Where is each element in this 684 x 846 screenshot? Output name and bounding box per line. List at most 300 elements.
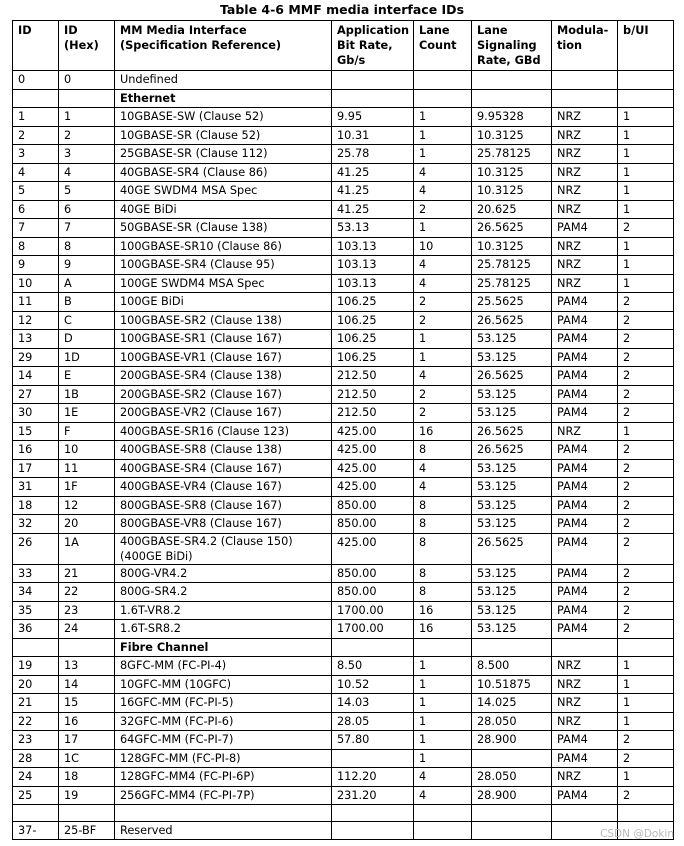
- table-cell: 1: [414, 749, 472, 768]
- table-cell: [552, 71, 618, 90]
- table-cell: PAM4: [552, 620, 618, 639]
- table-row: [13, 749, 674, 768]
- table-row: [13, 564, 674, 583]
- table-cell: 1700.00: [332, 601, 414, 620]
- table-cell: 14: [59, 675, 115, 694]
- table-row: [13, 145, 674, 164]
- table-cell: 2: [618, 731, 674, 750]
- table-cell: [115, 533, 332, 564]
- table-cell: 106.25: [332, 311, 414, 330]
- table-cell: 200GBASE-VR2 (Clause 167): [115, 404, 332, 423]
- table-cell: 1: [414, 348, 472, 367]
- table-cell: 1: [414, 657, 472, 676]
- table-cell: [472, 749, 552, 768]
- table-cell: 400GBASE-SR16 (Clause 123): [115, 422, 332, 441]
- table-cell: 1: [414, 694, 472, 713]
- table-cell: 9: [59, 256, 115, 275]
- table-row: [13, 657, 674, 676]
- table-cell: 53.13: [332, 219, 414, 238]
- table-cell: PAM4: [552, 496, 618, 515]
- table-cell: 2: [618, 583, 674, 602]
- table-cell: 100GE BiDi: [115, 293, 332, 312]
- table-cell: B: [59, 293, 115, 312]
- table-cell: 2: [618, 749, 674, 768]
- table-cell: 33: [13, 564, 59, 583]
- table-cell: NRZ: [552, 694, 618, 713]
- section-label: Fibre Channel: [115, 638, 332, 657]
- table-cell: [332, 71, 414, 90]
- section-row: [13, 89, 674, 108]
- table-cell: 400GBASE-VR4 (Clause 167): [115, 478, 332, 497]
- table-cell: 128GFC-MM4 (FC-PI-6P): [115, 768, 332, 787]
- table-cell: 36: [13, 620, 59, 639]
- table-cell: 1A: [59, 533, 115, 564]
- table-cell: [618, 71, 674, 90]
- table-cell: 2: [618, 404, 674, 423]
- table-row: [13, 126, 674, 145]
- table-cell: 13: [13, 330, 59, 349]
- table-cell: 10: [59, 441, 115, 460]
- table-cell: 2: [618, 367, 674, 386]
- table-cell: 128GFC-MM (FC-PI-8): [115, 749, 332, 768]
- table-cell: 16: [59, 712, 115, 731]
- column-header-signaling-rate: [472, 21, 552, 71]
- table-cell: 4: [414, 768, 472, 787]
- table-cell: [618, 89, 674, 108]
- table-row: [13, 422, 674, 441]
- table-cell: [618, 638, 674, 657]
- table-cell: 2: [414, 200, 472, 219]
- mmf-media-interface-table: [12, 20, 674, 840]
- table-cell: PAM4: [552, 367, 618, 386]
- table-cell: 5: [13, 182, 59, 201]
- table-cell: 14.025: [472, 694, 552, 713]
- table-cell: 425.00: [332, 422, 414, 441]
- table-cell: [59, 805, 115, 822]
- table-cell: 25.78125: [472, 274, 552, 293]
- table-cell: 1D: [59, 348, 115, 367]
- table-cell: 0: [59, 71, 115, 90]
- table-cell: 2: [618, 496, 674, 515]
- table-cell: PAM4: [552, 219, 618, 238]
- table-cell: 850.00: [332, 564, 414, 583]
- table-cell: [414, 805, 472, 822]
- table-cell: 2: [13, 126, 59, 145]
- table-cell: 4: [414, 274, 472, 293]
- table-cell: 4: [13, 163, 59, 182]
- table-cell: 1: [618, 256, 674, 275]
- table-cell: 53.125: [472, 330, 552, 349]
- table-cell: 8.50: [332, 657, 414, 676]
- table-cell: 1.6T-SR8.2: [115, 620, 332, 639]
- table-cell: 103.13: [332, 256, 414, 275]
- column-header-line: Signaling: [477, 39, 537, 52]
- table-cell: PAM4: [552, 441, 618, 460]
- table-cell: 10GBASE-SW (Clause 52): [115, 108, 332, 127]
- table-cell: 28.050: [472, 768, 552, 787]
- table-cell: 1: [618, 182, 674, 201]
- table-cell: 53.125: [472, 385, 552, 404]
- column-header-line: b/UI: [623, 24, 649, 37]
- table-cell: Undefined: [115, 71, 332, 90]
- table-cell: 4: [414, 163, 472, 182]
- table-cell: 20.625: [472, 200, 552, 219]
- table-cell: PAM4: [552, 786, 618, 805]
- table-cell: 5: [59, 182, 115, 201]
- table-cell: 1: [13, 108, 59, 127]
- column-header-id: [13, 21, 59, 71]
- table-cell: NRZ: [552, 422, 618, 441]
- table-cell: 10.31: [332, 126, 414, 145]
- table-cell: 112.20: [332, 768, 414, 787]
- table-cell: 9.95328: [472, 108, 552, 127]
- table-cell: 10GBASE-SR (Clause 52): [115, 126, 332, 145]
- table-cell: 425.00: [332, 478, 414, 497]
- table-row: [13, 583, 674, 602]
- table-row: [13, 71, 674, 90]
- table-cell: 4: [414, 459, 472, 478]
- table-row: [13, 821, 674, 840]
- table-cell: NRZ: [552, 274, 618, 293]
- table-cell: PAM4: [552, 601, 618, 620]
- table-cell: [414, 821, 472, 840]
- table-cell: [472, 71, 552, 90]
- table-cell: 1: [618, 108, 674, 127]
- table-cell: NRZ: [552, 237, 618, 256]
- table-cell: 25: [13, 786, 59, 805]
- table-cell: 28.900: [472, 786, 552, 805]
- table-cell: NRZ: [552, 163, 618, 182]
- table-row: [13, 237, 674, 256]
- table-cell: 12: [59, 496, 115, 515]
- table-cell: 1: [414, 712, 472, 731]
- table-cell: 53.125: [472, 515, 552, 534]
- table-cell: 28.050: [472, 712, 552, 731]
- table-cell: 26.5625: [472, 219, 552, 238]
- table-cell: NRZ: [552, 768, 618, 787]
- table-cell: 26.5625: [472, 422, 552, 441]
- table-cell: 1: [414, 219, 472, 238]
- table-cell: 2: [618, 385, 674, 404]
- table-cell: 32: [13, 515, 59, 534]
- table-cell: PAM4: [552, 330, 618, 349]
- table-cell: 1: [414, 675, 472, 694]
- table-cell: 2: [618, 515, 674, 534]
- column-header-line: ID: [18, 24, 32, 37]
- table-cell: [13, 805, 59, 822]
- table-cell: 850.00: [332, 496, 414, 515]
- table-cell: 16GFC-MM (FC-PI-5): [115, 694, 332, 713]
- table-cell: 41.25: [332, 182, 414, 201]
- table-cell: 10: [13, 274, 59, 293]
- table-cell: 19: [59, 786, 115, 805]
- table-cell: [13, 638, 59, 657]
- table-cell: 22: [59, 583, 115, 602]
- table-title: Table 4-6 MMF media interface IDs: [219, 2, 465, 17]
- table-cell: 1: [618, 200, 674, 219]
- column-header-line: Bit Rate,: [337, 39, 393, 52]
- table-cell: [414, 71, 472, 90]
- table-cell: 800G-VR4.2: [115, 564, 332, 583]
- table-cell: 26.5625: [472, 441, 552, 460]
- table-cell: PAM4: [552, 404, 618, 423]
- table-cell: 41.25: [332, 163, 414, 182]
- table-cell: 8: [414, 533, 472, 564]
- table-cell: 53.125: [472, 404, 552, 423]
- table-row: [13, 731, 674, 750]
- table-cell: 28.900: [472, 731, 552, 750]
- table-cell: 37-: [13, 821, 59, 840]
- table-cell: 850.00: [332, 515, 414, 534]
- table-cell: 32GFC-MM (FC-PI-6): [115, 712, 332, 731]
- table-cell: 100GBASE-VR1 (Clause 167): [115, 348, 332, 367]
- table-row: [13, 163, 674, 182]
- table-cell: 0: [13, 71, 59, 90]
- table-cell: NRZ: [552, 675, 618, 694]
- table-row: [13, 293, 674, 312]
- table-cell: 8: [414, 583, 472, 602]
- table-cell: 25-BF: [59, 821, 115, 840]
- column-header-bit-rate: [332, 21, 414, 71]
- table-cell: 8: [13, 237, 59, 256]
- table-cell: 10.3125: [472, 126, 552, 145]
- table-cell: 10.3125: [472, 237, 552, 256]
- table-cell: 10.3125: [472, 163, 552, 182]
- table-cell: 2: [618, 330, 674, 349]
- table-cell: 1: [618, 694, 674, 713]
- table-cell: 28: [13, 749, 59, 768]
- column-header-line: (Hex): [64, 39, 99, 52]
- table-cell: PAM4: [552, 478, 618, 497]
- table-cell: 17: [59, 731, 115, 750]
- table-cell: 1: [414, 145, 472, 164]
- table-cell: 4: [59, 163, 115, 182]
- table-cell: [552, 89, 618, 108]
- table-row: [13, 459, 674, 478]
- table-row: [13, 311, 674, 330]
- table-cell: 100GE SWDM4 MSA Spec: [115, 274, 332, 293]
- table-row: [13, 712, 674, 731]
- table-cell: 2: [618, 459, 674, 478]
- table-cell: PAM4: [552, 583, 618, 602]
- table-cell: 200GBASE-SR4 (Clause 138): [115, 367, 332, 386]
- table-cell: 100GBASE-SR10 (Clause 86): [115, 237, 332, 256]
- table-cell: 1: [618, 126, 674, 145]
- table-cell: 2: [618, 441, 674, 460]
- table-cell: 106.25: [332, 293, 414, 312]
- table-cell: 6: [13, 200, 59, 219]
- table-cell: PAM4: [552, 749, 618, 768]
- table-cell: 25GBASE-SR (Clause 112): [115, 145, 332, 164]
- table-cell: 1: [414, 731, 472, 750]
- table-cell: 200GBASE-SR2 (Clause 167): [115, 385, 332, 404]
- table-cell: 64GFC-MM (FC-PI-7): [115, 731, 332, 750]
- column-header-line: (Specification Reference): [120, 39, 282, 52]
- table-cell: 2: [618, 293, 674, 312]
- table-cell: 1: [618, 768, 674, 787]
- table-cell: 53.125: [472, 348, 552, 367]
- column-header-id-hex: [59, 21, 115, 71]
- table-cell: 25.78: [332, 145, 414, 164]
- table-cell: 800G-SR4.2: [115, 583, 332, 602]
- column-header-modulation: [552, 21, 618, 71]
- table-cell: 2: [618, 620, 674, 639]
- column-header-line: tion: [557, 39, 583, 52]
- table-cell: [332, 749, 414, 768]
- table-cell: 4: [414, 367, 472, 386]
- table-cell: 8: [414, 564, 472, 583]
- table-cell: NRZ: [552, 145, 618, 164]
- table-cell: [332, 805, 414, 822]
- column-header-line: Count: [419, 39, 457, 52]
- table-cell: 26.5625: [472, 367, 552, 386]
- table-cell: 22: [13, 712, 59, 731]
- table-cell: [332, 89, 414, 108]
- table-cell: 57.80: [332, 731, 414, 750]
- table-cell: 1B: [59, 385, 115, 404]
- table-cell: 10.3125: [472, 182, 552, 201]
- table-cell: 30: [13, 404, 59, 423]
- table-cell: 1: [618, 657, 674, 676]
- table-cell: 103.13: [332, 274, 414, 293]
- table-row: [13, 515, 674, 534]
- table-cell: 16: [13, 441, 59, 460]
- table-cell: 14.03: [332, 694, 414, 713]
- table-cell: 10GFC-MM (10GFC): [115, 675, 332, 694]
- table-cell: 50GBASE-SR (Clause 138): [115, 219, 332, 238]
- table-cell: [414, 89, 472, 108]
- table-cell: 20: [13, 675, 59, 694]
- header-row: [13, 21, 674, 71]
- table-cell: 2: [618, 533, 674, 564]
- table-cell: 2: [618, 311, 674, 330]
- table-cell: 40GE SWDM4 MSA Spec: [115, 182, 332, 201]
- table-cell: 1: [414, 126, 472, 145]
- table-cell: 103.13: [332, 237, 414, 256]
- table-cell: 212.50: [332, 404, 414, 423]
- table-cell: PAM4: [552, 293, 618, 312]
- table-cell: 2: [414, 385, 472, 404]
- table-cell: NRZ: [552, 108, 618, 127]
- table-row: [13, 533, 674, 564]
- table-cell: 23: [13, 731, 59, 750]
- table-cell: 1: [618, 163, 674, 182]
- table-cell: 1: [414, 330, 472, 349]
- table-cell: 16: [414, 422, 472, 441]
- table-cell: 16: [414, 620, 472, 639]
- table-cell: 1F: [59, 478, 115, 497]
- column-header-lane-count: [414, 21, 472, 71]
- table-cell: [332, 638, 414, 657]
- table-cell: PAM4: [552, 385, 618, 404]
- table-row: [13, 108, 674, 127]
- table-cell: 1C: [59, 749, 115, 768]
- table-cell: C: [59, 311, 115, 330]
- table-cell: [59, 89, 115, 108]
- table-cell: 4: [414, 786, 472, 805]
- table-cell: 31: [13, 478, 59, 497]
- table-cell: 21: [59, 564, 115, 583]
- table-cell: 15: [59, 694, 115, 713]
- table-cell: NRZ: [552, 200, 618, 219]
- table-cell: 3: [13, 145, 59, 164]
- table-cell: 18: [13, 496, 59, 515]
- table-cell: 1: [618, 145, 674, 164]
- table-cell: D: [59, 330, 115, 349]
- table-cell: 1: [618, 675, 674, 694]
- table-cell: 41.25: [332, 200, 414, 219]
- table-cell: 12: [13, 311, 59, 330]
- table-cell: 2: [618, 348, 674, 367]
- column-header-interface: [115, 21, 332, 71]
- table-cell: 4: [414, 182, 472, 201]
- column-header-line: Lane: [419, 24, 450, 37]
- watermark: CSDN @Dokin: [600, 828, 674, 840]
- table-cell: 3: [59, 145, 115, 164]
- table-cell: 24: [13, 768, 59, 787]
- table-cell: 1: [618, 237, 674, 256]
- table-cell: 1: [414, 108, 472, 127]
- table-cell: NRZ: [552, 126, 618, 145]
- table-cell: 4: [414, 256, 472, 275]
- table-cell: NRZ: [552, 712, 618, 731]
- table-cell: 425.00: [332, 459, 414, 478]
- table-cell: F: [59, 422, 115, 441]
- table-cell: 35: [13, 601, 59, 620]
- table-cell: 26.5625: [472, 533, 552, 564]
- table-row: [13, 330, 674, 349]
- table-cell: 2: [414, 404, 472, 423]
- table-cell: PAM4: [552, 348, 618, 367]
- column-header-line: Application: [337, 24, 410, 37]
- column-header-line: Rate, GBd: [477, 54, 541, 67]
- table-cell: [618, 805, 674, 822]
- table-cell: 53.125: [472, 496, 552, 515]
- table-cell: 100GBASE-SR2 (Clause 138): [115, 311, 332, 330]
- table-cell: NRZ: [552, 182, 618, 201]
- column-header-bits-per-ui: [618, 21, 674, 71]
- table-cell: 400GBASE-SR4 (Clause 167): [115, 459, 332, 478]
- table-cell: 25.78125: [472, 145, 552, 164]
- table-cell: 231.20: [332, 786, 414, 805]
- table-cell: 10: [414, 237, 472, 256]
- table-cell: 53.125: [472, 564, 552, 583]
- table-cell: 26: [13, 533, 59, 564]
- table-row: [13, 601, 674, 620]
- table-cell: 1700.00: [332, 620, 414, 639]
- table-cell: 15: [13, 422, 59, 441]
- table-cell: 18: [59, 768, 115, 787]
- table-cell: 10.52: [332, 675, 414, 694]
- table-cell: 2: [618, 564, 674, 583]
- table-row: [13, 496, 674, 515]
- table-cell: 800GBASE-SR8 (Clause 167): [115, 496, 332, 515]
- table-cell: 425.00: [332, 533, 414, 564]
- table-cell: 23: [59, 601, 115, 620]
- table-cell: 10.51875: [472, 675, 552, 694]
- column-header-line: Gb/s: [337, 54, 366, 67]
- table-cell: [59, 638, 115, 657]
- table-cell: [332, 821, 414, 840]
- table-cell: 8: [414, 496, 472, 515]
- table-cell: E: [59, 367, 115, 386]
- table-cell: 16: [414, 601, 472, 620]
- table-cell: [552, 638, 618, 657]
- column-header-line: Lane: [477, 24, 508, 37]
- table-cell: 100GBASE-SR4 (Clause 95): [115, 256, 332, 275]
- table-row: [13, 404, 674, 423]
- table-row: [13, 274, 674, 293]
